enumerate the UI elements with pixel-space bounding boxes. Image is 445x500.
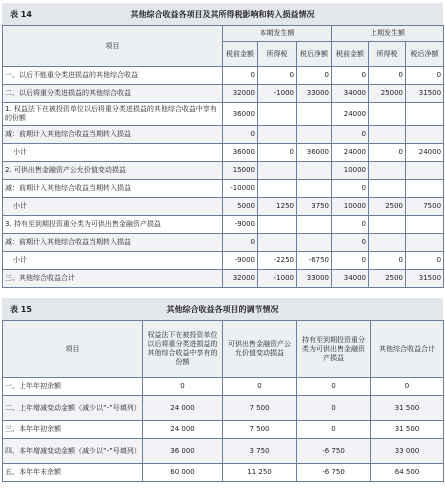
header-sub: 所得税 — [258, 42, 297, 67]
header-col: 持有至到期投资重分类为可供出售金融资产损益 — [297, 321, 371, 378]
cell: 33000 — [297, 270, 332, 288]
table-row — [3, 396, 444, 421]
header-current-period: 本期发生额 — [223, 26, 332, 42]
cell — [369, 126, 406, 144]
cell: 0 — [223, 126, 258, 144]
row-item: 一、上年年初余额 — [3, 378, 143, 396]
cell: 0 — [297, 421, 371, 439]
table-15-label: 表 15 — [10, 305, 32, 314]
cell: 11 250 — [223, 464, 297, 482]
table-row — [3, 180, 444, 198]
cell: 32000 — [223, 270, 258, 288]
cell — [369, 234, 406, 252]
cell: 10000 — [332, 198, 369, 216]
table-row — [3, 67, 444, 85]
row-item: 减：前期计入其他综合收益当期转入损益 — [3, 126, 223, 144]
cell: 0 — [332, 252, 369, 270]
cell: 32000 — [223, 85, 258, 103]
header-sub: 税后净额 — [297, 42, 332, 67]
cell: 7 500 — [223, 421, 297, 439]
table-15-caption — [2, 298, 443, 320]
table-row — [3, 464, 444, 482]
cell — [297, 126, 332, 144]
row-item: 1. 权益法下在被投资单位以后将重分类进损益的其他综合收益中享有的份额 — [3, 103, 223, 126]
row-item: 二、上年增减变动金额（减少以“-”号填列） — [3, 396, 143, 421]
table-15 — [2, 320, 444, 482]
cell: 36000 — [223, 103, 258, 126]
cell — [258, 180, 297, 198]
table-14-caption — [2, 3, 443, 25]
header-sub: 税前金额 — [223, 42, 258, 67]
cell: 34000 — [332, 85, 369, 103]
cell: 0 — [406, 252, 444, 270]
cell: 10000 — [332, 162, 369, 180]
cell: -1000 — [258, 85, 297, 103]
table-row — [3, 162, 444, 180]
table-14-title: 其他综合收益各项目及其所得税影响和转入损益情况 — [130, 10, 315, 19]
table-14-section — [2, 3, 443, 288]
cell: 36000 — [297, 144, 332, 162]
table-row — [3, 439, 444, 464]
cell: 0 — [369, 67, 406, 85]
table-row — [3, 126, 444, 144]
cell: 60 000 — [143, 464, 223, 482]
cell — [406, 180, 444, 198]
cell — [406, 216, 444, 234]
cell: 1250 — [258, 198, 297, 216]
cell: 0 — [223, 234, 258, 252]
row-item: 三、其他综合收益合计 — [3, 270, 223, 288]
cell: 36000 — [223, 144, 258, 162]
header-sub: 税前金额 — [332, 42, 369, 67]
header-col: 可供出售金融资产公允价值变动损益 — [223, 321, 297, 378]
header-sub: 税后净额 — [406, 42, 444, 67]
cell: 34000 — [332, 270, 369, 288]
cell: 2500 — [369, 270, 406, 288]
cell — [406, 234, 444, 252]
row-item: 小计 — [3, 144, 223, 162]
cell — [406, 103, 444, 126]
table-row — [3, 198, 444, 216]
header-item: 项目 — [3, 26, 223, 67]
cell: 2500 — [369, 198, 406, 216]
row-item: 减：前期计入其他综合收益当期转入损益 — [3, 180, 223, 198]
cell: -1000 — [258, 270, 297, 288]
row-item: 一、以后不能重分类进损益的其他综合收益 — [3, 67, 223, 85]
cell: 0 — [258, 67, 297, 85]
cell — [258, 103, 297, 126]
table-row — [3, 234, 444, 252]
cell: 24000 — [406, 144, 444, 162]
table-15-section — [2, 298, 443, 482]
table-14-label: 表 14 — [10, 10, 32, 19]
cell: 0 — [332, 180, 369, 198]
cell: 0 — [297, 67, 332, 85]
cell: 31500 — [406, 85, 444, 103]
header-sub: 所得税 — [369, 42, 406, 67]
cell: 0 — [297, 378, 371, 396]
cell: 0 — [332, 67, 369, 85]
cell: 0 — [332, 216, 369, 234]
cell — [258, 162, 297, 180]
cell: 25000 — [369, 85, 406, 103]
cell: 0 — [332, 234, 369, 252]
row-item: 三、本年年初余额 — [3, 421, 143, 439]
table-row — [3, 378, 444, 396]
header-prior-period: 上期发生额 — [332, 26, 444, 42]
cell: 31 500 — [371, 421, 444, 439]
cell: 7 500 — [223, 396, 297, 421]
cell: 15000 — [223, 162, 258, 180]
row-item: 减：前期计入其他综合收益当期转入损益 — [3, 234, 223, 252]
cell: 31 500 — [371, 396, 444, 421]
cell: 0 — [369, 144, 406, 162]
row-item: 五、本年年末余额 — [3, 464, 143, 482]
cell — [297, 234, 332, 252]
row-item: 2. 可供出售金融资产公允价值变动损益 — [3, 162, 223, 180]
cell — [297, 162, 332, 180]
table-14 — [2, 25, 444, 288]
row-item: 3. 持有至到期投资重分类为可供出售金融资产损益 — [3, 216, 223, 234]
cell — [369, 180, 406, 198]
table-row — [3, 421, 444, 439]
cell: 0 — [369, 252, 406, 270]
cell: 24 000 — [143, 421, 223, 439]
table-row — [3, 103, 444, 126]
cell — [258, 126, 297, 144]
table-15-title: 其他综合收益各项目的调节情况 — [166, 305, 279, 314]
row-item: 二、以后将重分类进损益的其他综合收益 — [3, 85, 223, 103]
cell: 0 — [371, 378, 444, 396]
row-item: 小计 — [3, 252, 223, 270]
cell — [369, 162, 406, 180]
cell: 36 000 — [143, 439, 223, 464]
cell: -6750 — [297, 252, 332, 270]
cell: 33000 — [297, 85, 332, 103]
header-item: 项目 — [3, 321, 143, 378]
cell: 0 — [332, 126, 369, 144]
row-item: 小计 — [3, 198, 223, 216]
cell: -9000 — [223, 216, 258, 234]
cell — [297, 180, 332, 198]
cell — [258, 234, 297, 252]
cell: 0 — [223, 67, 258, 85]
cell: 0 — [223, 378, 297, 396]
cell: -2250 — [258, 252, 297, 270]
cell — [369, 216, 406, 234]
cell — [406, 162, 444, 180]
cell: 0 — [406, 67, 444, 85]
cell: -6 750 — [297, 464, 371, 482]
table-row — [3, 216, 444, 234]
cell: -9000 — [223, 252, 258, 270]
cell — [297, 216, 332, 234]
table-row — [3, 144, 444, 162]
cell: 33 000 — [371, 439, 444, 464]
cell: 24000 — [332, 103, 369, 126]
cell: 5000 — [223, 198, 258, 216]
header-col: 权益法下在被投资单位以后将重分类进损益的其他综合收益中享有的份额 — [143, 321, 223, 378]
cell: 24000 — [332, 144, 369, 162]
cell: 0 — [143, 378, 223, 396]
cell: -10000 — [223, 180, 258, 198]
cell: 64 500 — [371, 464, 444, 482]
cell — [258, 216, 297, 234]
table-row — [3, 270, 444, 288]
cell: 3750 — [297, 198, 332, 216]
cell: 24 000 — [143, 396, 223, 421]
cell: 31500 — [406, 270, 444, 288]
cell: 7500 — [406, 198, 444, 216]
header-col: 其他综合收益合计 — [371, 321, 444, 378]
cell — [297, 103, 332, 126]
cell — [369, 103, 406, 126]
cell: -6 750 — [297, 439, 371, 464]
cell: 3 750 — [223, 439, 297, 464]
row-item: 四、本年增减变动金额（减少以“-”号填列） — [3, 439, 143, 464]
cell: 0 — [297, 396, 371, 421]
cell: 0 — [258, 144, 297, 162]
table-row — [3, 252, 444, 270]
cell — [406, 126, 444, 144]
table-row — [3, 85, 444, 103]
